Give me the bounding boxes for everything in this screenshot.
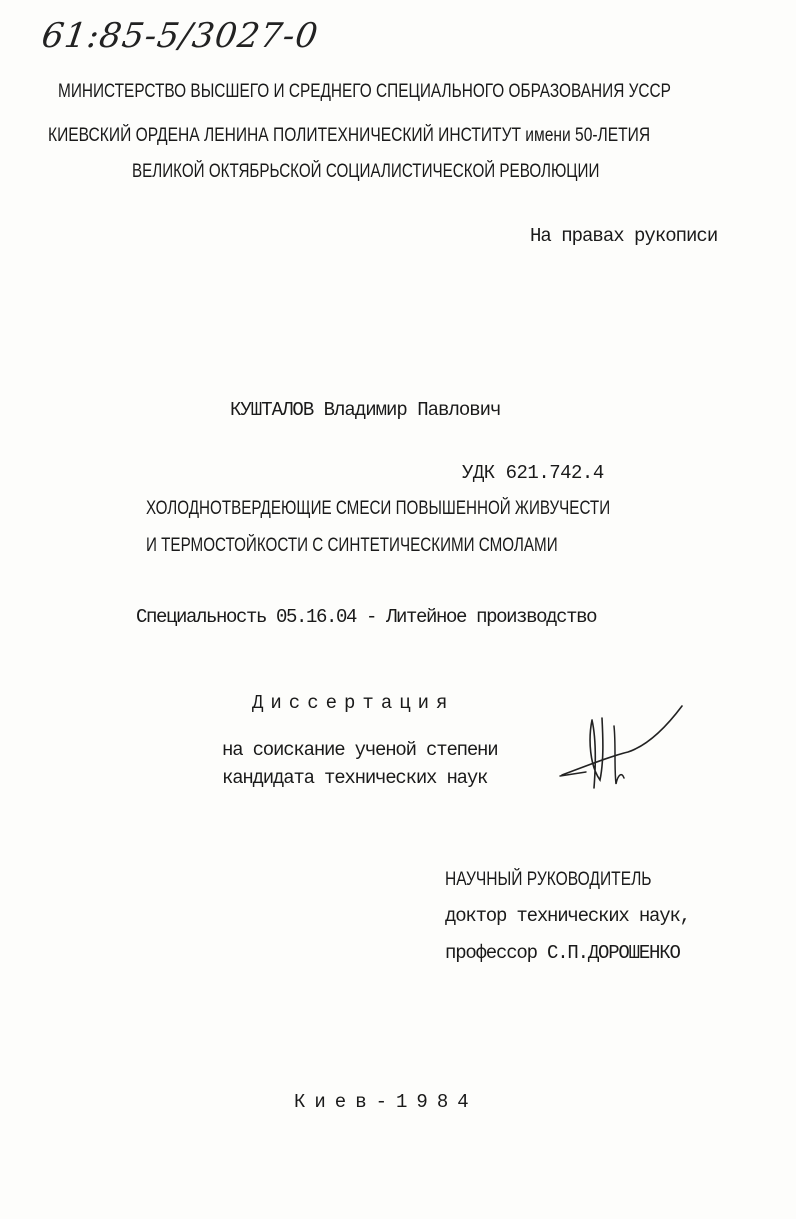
manuscript-note: На правах рукописи (530, 225, 718, 247)
specialty-line: Специальность 05.16.04 - Литейное производство (136, 606, 597, 628)
supervisor-degree: доктор технических наук, (445, 905, 690, 927)
signature-scribble (556, 700, 686, 795)
author-name: КУШТАЛОВ Владимир Павлович (230, 399, 501, 421)
supervisor-name: профессор С.П.ДОРОШЕНКО (445, 942, 680, 964)
ministry-heading: МИНИСТЕРСТВО ВЫСШЕГО И СРЕДНЕГО СПЕЦИАЛЬНОГО ОБРАЗОВАНИЯ УССР (58, 81, 671, 102)
dissertation-label: Диссертация (252, 692, 455, 714)
dissertation-title-line2: И ТЕРМОСТОЙКОСТИ С СИНТЕТИЧЕСКИМИ СМОЛАМИ (146, 535, 558, 556)
supervisor-heading: НАУЧНЫЙ РУКОВОДИТЕЛЬ (445, 869, 652, 890)
institute-heading-line1: КИЕВСКИЙ ОРДЕНА ЛЕНИНА ПОЛИТЕХНИЧЕСКИЙ ИНСТИТУТ имени 50-ЛЕТИЯ (48, 125, 651, 146)
degree-line1: на соискание ученой степени (222, 739, 498, 761)
place-and-year: Киев-1984 (294, 1091, 478, 1113)
dissertation-title-line1: ХОЛОДНОТВЕРДЕЮЩИЕ СМЕСИ ПОВЫШЕННОЙ ЖИВУЧЕСТИ (146, 498, 611, 519)
udc-code: УДК 621.742.4 (462, 462, 604, 484)
institute-heading-line2: ВЕЛИКОЙ ОКТЯБРЬСКОЙ СОЦИАЛИСТИЧЕСКОЙ РЕВОЛЮЦИИ (132, 161, 600, 182)
archive-code: 61:85-5/3027-0 (39, 16, 322, 56)
degree-line2: кандидата технических наук (222, 767, 488, 789)
